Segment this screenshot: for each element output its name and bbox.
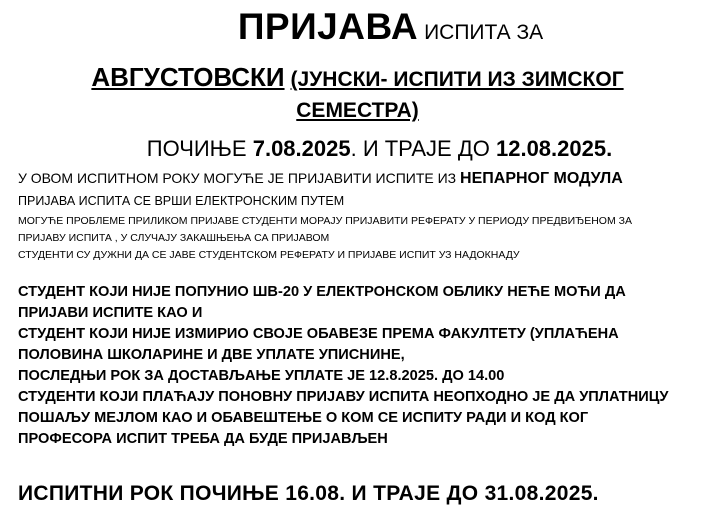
page-title <box>0 6 715 48</box>
notice-line: ПОЛОВИНА ШКОЛАРИНЕ И ДВЕ УПЛАТЕ УПИСНИНЕ, <box>18 347 405 363</box>
month-name: АВГУСТОВСКИ <box>91 62 285 92</box>
notice-line: ПРИЈАВИ ИСПИТЕ КАО И <box>18 305 203 321</box>
registration-dates <box>0 136 715 162</box>
dates-prefix: ПОЧИЊЕ <box>146 136 247 161</box>
problems-note-line: СТУДЕНТИ СУ ДУЖНИ ДА СЕ ЈАВЕ СТУДЕНТСКОМ РЕФЕРАТУ И ПРИЈАВЕ ИСПИТ УЗ НАДОКНАДУ <box>18 249 520 261</box>
start-date: 7.08.2025 <box>252 136 351 161</box>
notice-line: СТУДЕНТИ КОЈИ ПЛАЋАЈУ ПОНОВНУ ПРИЈАВУ ИСПИТА НЕОПХОДНО ЈЕ ДА УПЛАТНИЦУ <box>18 389 669 405</box>
module-info-text: У ОВОМ ИСПИТНОМ РОКУ МОГУЋЕ ЈЕ ПРИЈАВИТИ ИСПИТЕ ИЗ <box>18 170 457 186</box>
notice-line: ПОШАЉУ МЕЈЛОМ КАО И ОБАВЕШТЕЊЕ О КОМ СЕ ИСПИТУ РАДИ И КОД КОГ <box>18 410 589 426</box>
module-name: НЕПАРНОГ МОДУЛА <box>460 170 623 187</box>
notice-line: СТУДЕНТ КОЈИ НИЈЕ ПОПУНИО ШВ-20 У ЕЛЕКТРОНСКОМ ОБЛИКУ НЕЋЕ МОЋИ ДА <box>18 284 626 300</box>
end-date: 12.08.2025. <box>495 136 613 161</box>
notice-line: ПОСЛЕДЊИ РОК ЗА ДОСТАВЉАЊЕ УПЛАТЕ ЈЕ 12.8.2025. ДО 14.00 <box>18 368 505 384</box>
electronic-registration-info: ПРИЈАВА ИСПИТА СЕ ВРШИ ЕЛЕКТРОНСКИМ ПУТЕМ <box>18 194 345 208</box>
notice-line: СТУДЕНТ КОЈИ НИЈЕ ИЗМИРИО СВОЈЕ ОБАВЕЗЕ ПРЕМА ФАКУЛТЕТУ (УПЛАЋЕНА <box>18 326 619 342</box>
title-rest: ИСПИТА ЗА <box>424 21 544 44</box>
problems-note-line: ПРИЈАВУ ИСПИТА , У СЛУЧАЈУ ЗАКАШЊЕЊА СА ПРИЈАВОМ <box>18 232 330 244</box>
month-note-line1: (ЈУНСКИ- ИСПИТИ ИЗ ЗИМСКОГ <box>290 68 624 91</box>
problems-note-line: МОГУЋЕ ПРОБЛЕМЕ ПРИЛИКОМ ПРИЈАВЕ СТУДЕНТИ МОРАЈУ ПРИЈАВИТИ РЕФЕРАТУ У ПЕРИОДУ ПРЕДВИЂЕНОМ ЗА <box>18 215 632 227</box>
notice-line: ПРОФЕСОРА ИСПИТ ТРЕБА ДА БУДЕ ПРИЈАВЉЕН <box>18 431 388 447</box>
module-info <box>18 170 623 188</box>
exam-period-dates: ИСПИТНИ РОК ПОЧИЊЕ 16.08. И ТРАЈЕ ДО 31.08.2025. <box>18 482 599 505</box>
exam-month-heading <box>0 62 715 93</box>
title-main: ПРИЈАВА <box>237 6 419 47</box>
month-note-line2: СЕМЕСТРА) <box>296 99 419 122</box>
dates-middle: . И ТРАЈЕ ДО <box>350 136 490 161</box>
